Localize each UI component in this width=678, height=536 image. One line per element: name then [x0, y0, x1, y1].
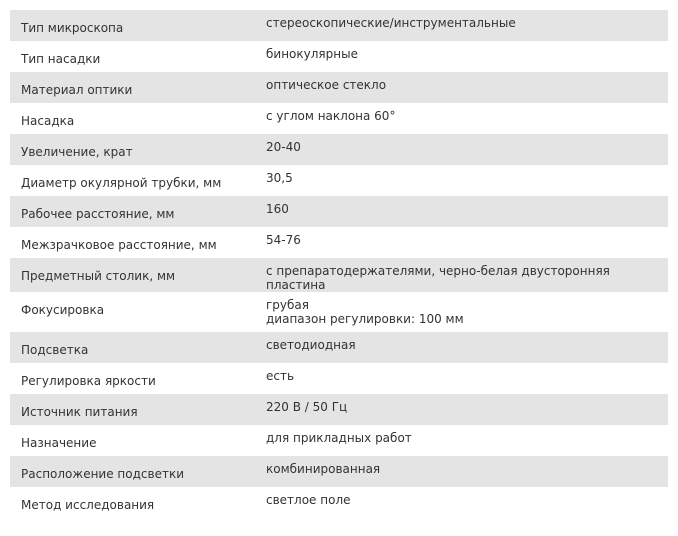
- spec-value: оптическое стекло: [257, 72, 668, 103]
- spec-name: Увеличение, крат: [10, 134, 257, 165]
- spec-name: Фокусировка: [10, 292, 257, 332]
- spec-name: Материал оптики: [10, 72, 257, 103]
- spec-row-head: [10, 103, 668, 134]
- spec-value: светодиодная: [257, 332, 668, 363]
- spec-value: есть: [257, 363, 668, 394]
- spec-row-brightness-control: [10, 363, 668, 394]
- spec-value: 20-40: [257, 134, 668, 165]
- spec-value: стереоскопические/инструментальные: [257, 10, 668, 41]
- spec-name: Метод исследования: [10, 487, 257, 518]
- spec-value: бинокулярные: [257, 41, 668, 72]
- spec-value: комбинированная: [257, 456, 668, 487]
- specifications-table: [10, 10, 668, 518]
- spec-row-stage: [10, 258, 668, 292]
- spec-row-research-method: [10, 487, 668, 518]
- spec-name: Диаметр окулярной трубки, мм: [10, 165, 257, 196]
- spec-value: для прикладных работ: [257, 425, 668, 456]
- spec-value-line: диапазон регулировки: 100 мм: [266, 312, 464, 326]
- spec-name: Межзрачковое расстояние, мм: [10, 227, 257, 258]
- spec-name: Подсветка: [10, 332, 257, 363]
- spec-name: Предметный столик, мм: [10, 258, 257, 292]
- spec-value: [257, 292, 668, 332]
- spec-name: Рабочее расстояние, мм: [10, 196, 257, 227]
- spec-name: Насадка: [10, 103, 257, 134]
- spec-row-power-source: [10, 394, 668, 425]
- spec-row-illumination: [10, 332, 668, 363]
- spec-value: светлое поле: [257, 487, 668, 518]
- spec-row-head-type: [10, 41, 668, 72]
- spec-value: 54-76: [257, 227, 668, 258]
- spec-row-eyepiece-tube-diameter: [10, 165, 668, 196]
- spec-value: 30,5: [257, 165, 668, 196]
- spec-name: Регулировка яркости: [10, 363, 257, 394]
- spec-row-focusing: [10, 292, 668, 332]
- spec-row-optics-material: [10, 72, 668, 103]
- spec-value: 220 В / 50 Гц: [257, 394, 668, 425]
- spec-name: Тип насадки: [10, 41, 257, 72]
- spec-value: 160: [257, 196, 668, 227]
- spec-value: с углом наклона 60°: [257, 103, 668, 134]
- spec-row-interpupillary-distance: [10, 227, 668, 258]
- spec-name: Назначение: [10, 425, 257, 456]
- spec-name: Источник питания: [10, 394, 257, 425]
- spec-row-purpose: [10, 425, 668, 456]
- spec-row-illumination-position: [10, 456, 668, 487]
- spec-row-microscope-type: [10, 10, 668, 41]
- spec-name: Тип микроскопа: [10, 10, 257, 41]
- spec-row-working-distance: [10, 196, 668, 227]
- spec-value-line: грубая: [266, 298, 309, 312]
- spec-row-magnification: [10, 134, 668, 165]
- spec-name: Расположение подсветки: [10, 456, 257, 487]
- spec-value: с препаратодержателями, черно-белая двусторонняя пластина: [257, 258, 668, 292]
